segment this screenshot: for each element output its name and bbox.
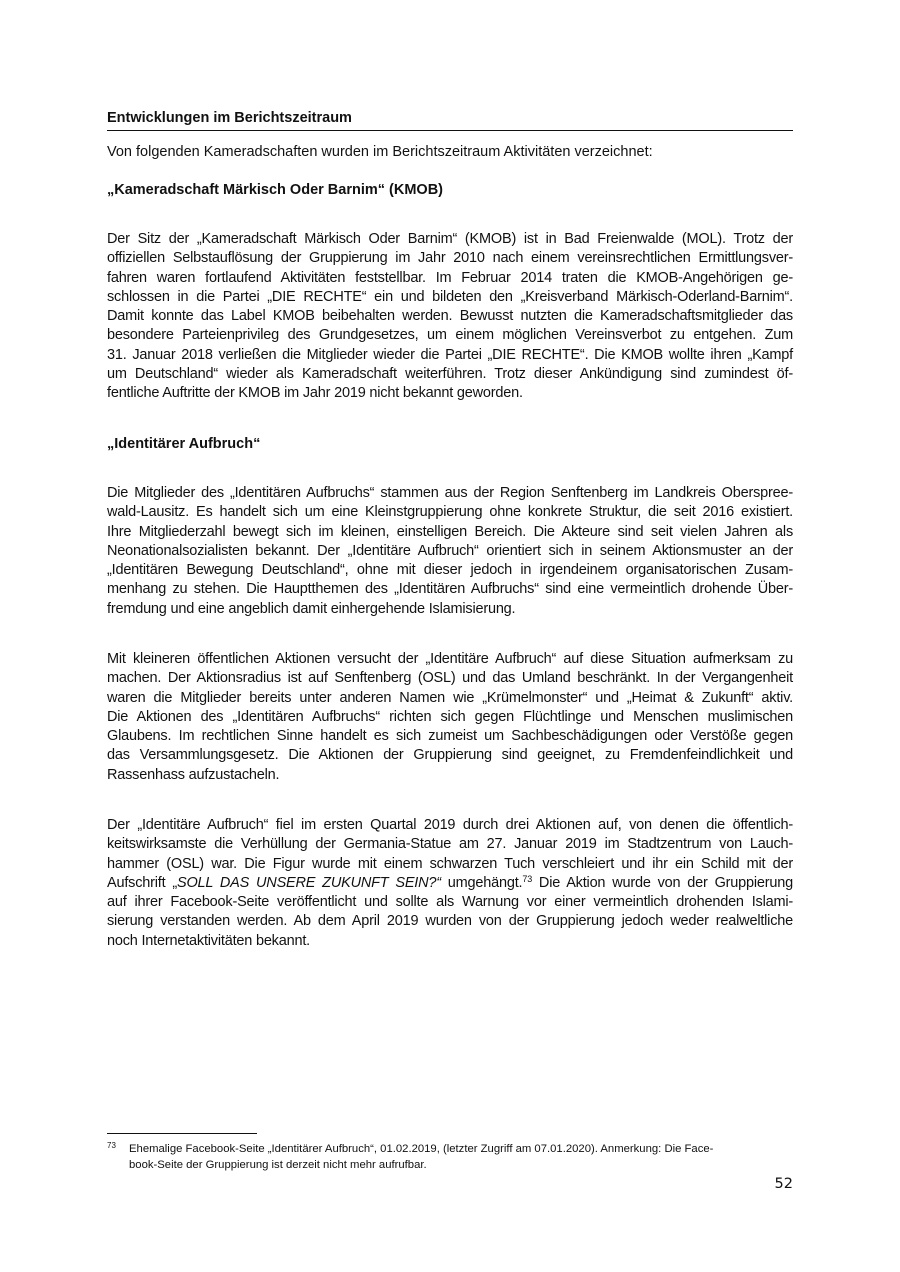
ia-paragraph-1 <box>107 484 793 619</box>
footnote <box>107 1141 793 1173</box>
intro-sentence: Von folgenden Kameradschaften wurden im Berichtszeitraum Aktivitäten verzeichnet: <box>107 144 653 160</box>
text-line: Glaubens. Im rechtlichen Sinne handelt es sich zumeist um Sachbeschädigungen oder Verstöße gegen <box>107 728 793 745</box>
text-line: Der Sitz der „Kameradschaft Märkisch Oder Barnim“ (KMOB) ist in Bad Freienwalde (MOL). Trotz der <box>107 231 793 247</box>
text-line: „Identitären Bewegung Deutschland“, ohne mit dieser jedoch in irgendeinem organisatorischen Zusam- <box>107 562 793 579</box>
text-fragment: Aufschrift „ <box>107 874 177 891</box>
footnote-line: book-Seite der Gruppierung ist derzeit nicht mehr aufrufbar. <box>129 1159 427 1171</box>
text-line: menhang zu stehen. Die Hauptthemen des „Identitären Aufbruchs“ sind eine vermeintlich drohende Über- <box>107 581 793 598</box>
ia-paragraph-3 <box>107 816 793 951</box>
quoted-sign-text: SOLL DAS UNSERE ZUKUNFT SEIN?“ <box>176 874 441 891</box>
page-number: 52 <box>774 1176 793 1192</box>
section-heading: Entwicklungen im Berichtszeitraum <box>107 108 793 131</box>
footnote-reference[interactable]: 73 <box>522 873 533 884</box>
text-line: noch Internetaktivitäten bekannt. <box>107 932 310 949</box>
footnote-divider <box>107 1133 257 1134</box>
text-line: offiziellen Selbstauflösung der Gruppierung im Jahr 2010 nach einem vereinsrechtlichen Ermittlungsver- <box>107 250 793 267</box>
text-line: Damit konnte das Label KMOB beibehalten werden. Bewusst nutzten die Kameradschaftsmitglieder das <box>107 308 793 325</box>
ia-heading: „Identitärer Aufbruch“ <box>107 436 261 452</box>
text-line: um Deutschland“ wieder als Kameradschaft weiterführen. Trotz dieser Ankündigung sind zumindest öf- <box>107 366 793 383</box>
text-line: fahren waren fortlaufend Aktivitäten feststellbar. Im Februar 2014 traten die KMOB-Angehörigen ge- <box>107 269 793 286</box>
text-line: Mit kleineren öffentlichen Aktionen versucht der „Identitäre Aufbruch“ auf diese Situation aufmerksam zu <box>107 651 793 667</box>
text-line: fentliche Auftritte der KMOB im Jahr 2019 nicht bekannt geworden. <box>107 385 523 402</box>
text-line: fremdung und eine angeblich damit einhergehende Islamisierung. <box>107 600 516 617</box>
text-fragment: Die Aktion wurde von der Gruppierung <box>532 874 793 891</box>
text-line: machen. Der Aktionsradius ist auf Senftenberg (OSL) und das Umland beschränkt. In der Vergangenheit <box>107 670 793 687</box>
text-line-with-footnote <box>107 874 793 893</box>
footnote-number: 73 <box>107 1141 116 1150</box>
text-line: wald-Lausitz. Es handelt sich um eine Kleinstgruppierung ohne konkrete Struktur, die seit 2016 existiert. <box>107 504 793 521</box>
text-line: Die Mitglieder des „Identitären Aufbruchs“ stammen aus der Region Senftenberg im Landkreis Oberspree- <box>107 485 793 501</box>
kmob-paragraph <box>107 230 793 404</box>
text-line: Ihre Mitgliederzahl bewegt sich im kleinen, einstelligen Bereich. Die Akteure sind seit vielen Jahren als <box>107 523 793 540</box>
text-line: Die Aktionen des „Identitären Aufbruchs“ richten sich gegen Flüchtlinge und Menschen muslimischen <box>107 708 793 725</box>
text-line: keitswirksamste die Verhüllung der Germania-Statue am 27. Januar 2019 im Stadtzentrum von Lauch- <box>107 836 793 853</box>
text-line: waren die Mitglieder bereits unter anderen Namen wie „Krümelmonster“ und „Heimat & Zukunft“ aktiv. <box>107 689 793 706</box>
text-line: hammer (OSL) war. Die Figur wurde mit einem schwarzen Tuch verschleiert und ihr ein Schild mit der <box>107 855 793 872</box>
text-line: auf ihrer Facebook-Seite veröffentlicht und sollte als Warnung vor einer vermeintlich drohenden Islami- <box>107 894 793 911</box>
text-line: Neonationalsozialisten bekannt. Der „Identitäre Aufbruch“ orientiert sich in seinem Aktionsmuster an der <box>107 542 793 559</box>
text-line: besondere Parteienprivileg des Grundgesetzes, um einem möglichen Vereinsverbot zu entgehen. Zum <box>107 327 793 344</box>
text-line: Rassenhass aufzustacheln. <box>107 766 280 783</box>
text-line: Der „Identitäre Aufbruch“ fiel im ersten Quartal 2019 durch drei Aktionen auf, von denen die öffentlich- <box>107 817 793 833</box>
footnote-line: Ehemalige Facebook-Seite „Identitärer Aufbruch“, 01.02.2019, (letzter Zugriff am 07.01.2020). Anmerkung: Die Face- <box>129 1143 714 1155</box>
text-line: sierung verstanden werden. Ab dem April 2019 wurden von der Gruppierung jedoch weder realweltliche <box>107 913 793 930</box>
text-line: das Versammlungsgesetz. Die Aktionen der Gruppierung sind geeignet, zu Fremdenfeindlichkeit und <box>107 747 793 764</box>
text-line: schlossen in die Partei „DIE RECHTE“ ein und bildeten den „Kreisverband Märkisch-Oderland-Barnim“. <box>107 288 793 305</box>
kmob-heading: „Kameradschaft Märkisch Oder Barnim“ (KMOB) <box>107 182 443 198</box>
text-fragment: umgehängt. <box>440 874 523 891</box>
ia-paragraph-2 <box>107 650 793 785</box>
text-line: 31. Januar 2018 verließen die Mitglieder wieder die Partei „DIE RECHTE“. Die KMOB wollte ihren „Kampf <box>107 346 793 363</box>
